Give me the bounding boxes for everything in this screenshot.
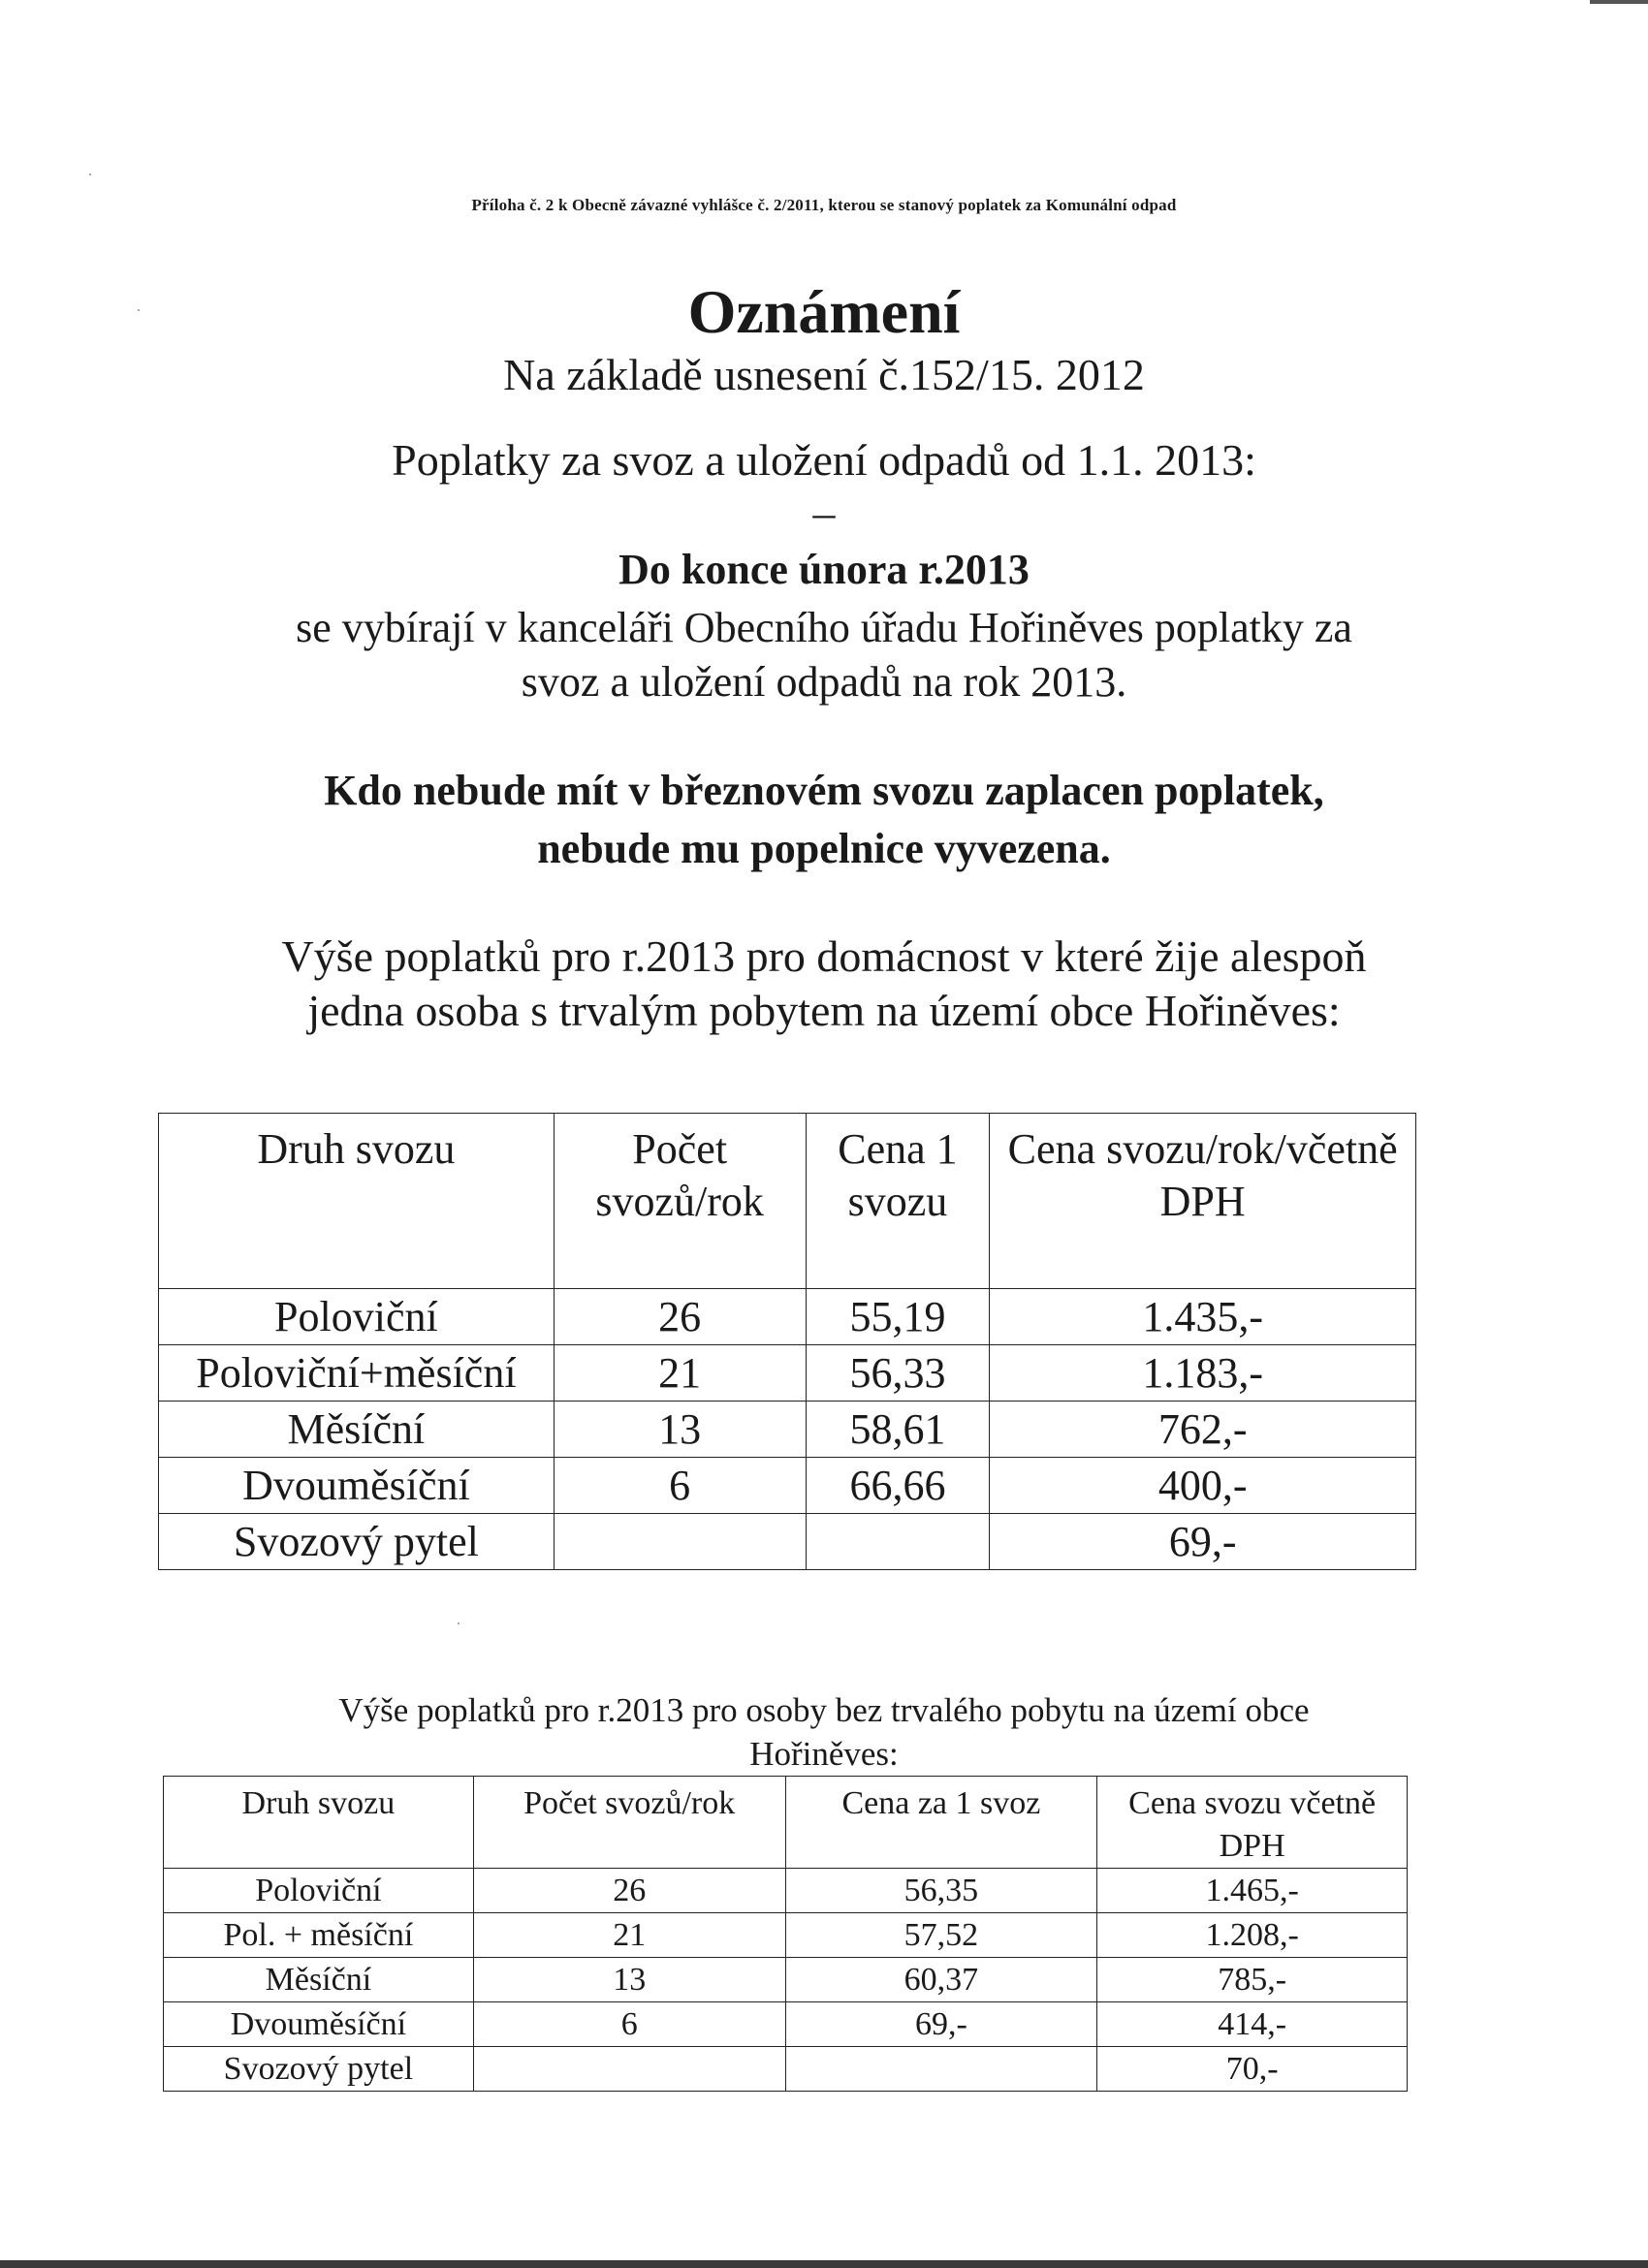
permanent-residents-fee-table: [158, 1113, 1416, 1570]
column-header: Cena svozu/rok/včetně DPH: [990, 1114, 1416, 1289]
column-header: Druh svozu: [159, 1114, 555, 1289]
table-cell: 69,-: [990, 1514, 1416, 1570]
dash-separator: –: [812, 488, 836, 537]
column-header: Cena za 1 svoz: [785, 1777, 1097, 1869]
fees-from-line: Poplatky za svoz a uložení odpadů od 1.1. 2013:: [392, 435, 1256, 485]
table-cell: [554, 1514, 806, 1570]
table-cell: 60,37: [785, 1958, 1097, 2002]
table-row: [164, 2002, 1408, 2047]
table-row: [164, 2047, 1408, 2092]
table-cell: Dvouměsíční: [159, 1458, 555, 1514]
table-header-row: [164, 1777, 1408, 1869]
column-header: Počet svozů/rok: [473, 1777, 785, 1869]
table-cell: Poloviční+měsíční: [159, 1345, 555, 1402]
collection-line: svoz a uložení odpadů na rok 2013.: [521, 658, 1127, 706]
table-header-row: [159, 1114, 1416, 1289]
table-cell: Svozový pytel: [164, 2047, 474, 2092]
warning-line: nebude mu popelnice vyvezena.: [537, 825, 1111, 872]
table-cell: [785, 2047, 1097, 2092]
table-cell: 6: [473, 2002, 785, 2047]
table-row: [159, 1514, 1416, 1570]
scan-edge-mark: [1590, 0, 1648, 4]
scan-speck: ·: [456, 1614, 461, 1633]
table-cell: 400,-: [990, 1458, 1416, 1514]
table-cell: 21: [554, 1345, 806, 1402]
table-cell: 26: [473, 1869, 785, 1913]
table-cell: [473, 2047, 785, 2092]
warning-line: Kdo nebude mít v březnovém svozu zaplacen poplatek,: [324, 767, 1324, 814]
table-cell: 57,52: [785, 1913, 1097, 1958]
table-cell: 13: [473, 1958, 785, 2002]
table-cell: 55,19: [806, 1289, 990, 1345]
table-cell: 1.208,-: [1097, 1913, 1408, 1958]
collection-line: se vybírají v kanceláři Obecního úřadu Hořiněves poplatky za: [296, 604, 1352, 651]
table-row: [159, 1289, 1416, 1345]
table-cell: 56,33: [806, 1345, 990, 1402]
table-cell: 56,35: [785, 1869, 1097, 1913]
table-cell: 26: [554, 1289, 806, 1345]
scan-edge-bottom: [0, 2260, 1648, 2268]
table-cell: Dvouměsíční: [164, 2002, 474, 2047]
permanent-intro-line: Výše poplatků pro r.2013 pro domácnost v které žije alespoň: [281, 931, 1367, 981]
resolution-line: Na základě usnesení č.152/15. 2012: [503, 350, 1145, 399]
table-cell: 1.465,-: [1097, 1869, 1408, 1913]
table-row: [159, 1345, 1416, 1402]
table-row: [159, 1402, 1416, 1458]
table-row: [164, 1869, 1408, 1913]
table-cell: 13: [554, 1402, 806, 1458]
temporary-intro-line: Výše poplatků pro r.2013 pro osoby bez trvalého pobytu na území obce: [338, 1691, 1310, 1729]
table-cell: Měsíční: [159, 1402, 555, 1458]
table-cell: Měsíční: [164, 1958, 474, 2002]
column-header: Druh svozu: [164, 1777, 474, 1869]
scan-speck: ·: [87, 165, 93, 184]
table-cell: 762,-: [990, 1402, 1416, 1458]
table-cell: Poloviční: [159, 1289, 555, 1345]
non-residents-fee-table: [163, 1776, 1408, 2092]
table-row: [164, 1958, 1408, 2002]
attachment-note: Příloha č. 2 k Obecně závazné vyhlášce č. 2/2011, kterou se stanový poplatek za Komunální odpad: [471, 196, 1177, 214]
table-cell: 21: [473, 1913, 785, 1958]
table-cell: 70,-: [1097, 2047, 1408, 2092]
temporary-intro-line: Hořiněves:: [749, 1735, 899, 1773]
column-header: Počet svozů/rok: [554, 1114, 806, 1289]
scan-speck: ·: [136, 300, 142, 320]
table-row: [159, 1458, 1416, 1514]
table-cell: 1.435,-: [990, 1289, 1416, 1345]
page-title: Oznámení: [687, 277, 961, 346]
column-header: Cena svozu včetně DPH: [1097, 1777, 1408, 1869]
table-cell: 66,66: [806, 1458, 990, 1514]
table-cell: Svozový pytel: [159, 1514, 555, 1570]
table-cell: 414,-: [1097, 2002, 1408, 2047]
table-cell: 6: [554, 1458, 806, 1514]
table-cell: 1.183,-: [990, 1345, 1416, 1402]
table-cell: Poloviční: [164, 1869, 474, 1913]
table-row: [164, 1913, 1408, 1958]
table-cell: Pol. + měsíční: [164, 1913, 474, 1958]
table-cell: 69,-: [785, 2002, 1097, 2047]
table-cell: [806, 1514, 990, 1570]
column-header: Cena 1 svozu: [806, 1114, 990, 1289]
permanent-intro-line: jedna osoba s trvalým pobytem na území obce Hořiněves:: [307, 986, 1341, 1035]
deadline-line: Do konce února r.2013: [618, 546, 1030, 593]
table-cell: 58,61: [806, 1402, 990, 1458]
table-cell: 785,-: [1097, 1958, 1408, 2002]
